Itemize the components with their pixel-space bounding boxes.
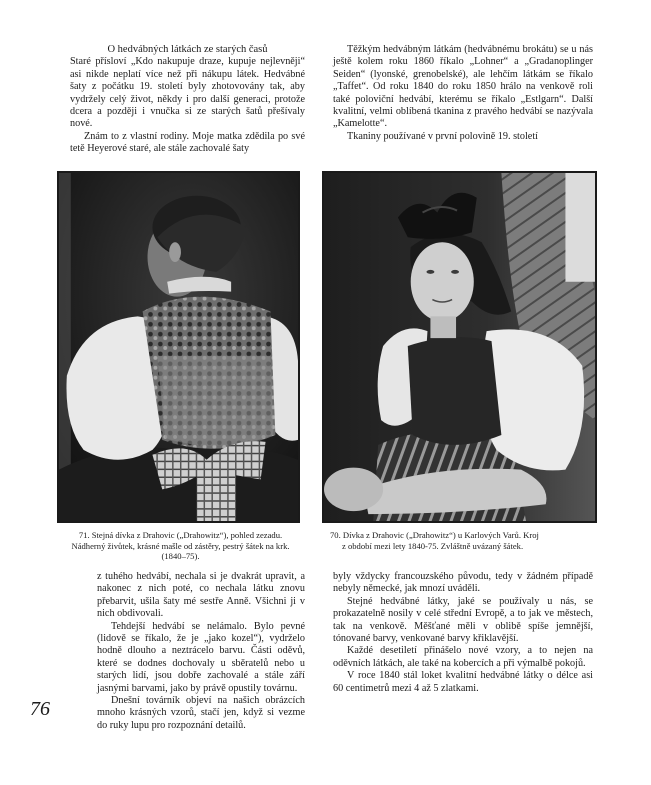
paragraph: Znám to z vlastní rodiny. Moje matka zdědila po své tetě Heyerové staré, ale stále zachovalé šaty (70, 130, 305, 155)
page-number: 76 (30, 698, 50, 720)
text-column-top-right (333, 44, 593, 143)
section-heading: O hedvábných látkách ze starých časů (107, 44, 268, 55)
photo-71-image (59, 173, 298, 521)
photo-71-caption: 71. Stejná dívka z Drahovic („Drahowitz“), pohled zezadu. Nádherný živůtek, krásné mašle od zástěry, pestrý šátek na krk. (1840–75). (71, 530, 290, 562)
paragraph: Dnešní továrník objeví na našich obrázcích mnoho krásných vzorů, stačí jen, když si vezme do ruky lupu pro rozpoznání detailů. (97, 695, 305, 731)
text-column-bottom-left (97, 571, 305, 732)
photo-70-portrait (322, 171, 597, 523)
photo-70-image (324, 173, 595, 521)
text-column-bottom-right (333, 571, 593, 695)
paragraph: Tehdejší hedvábí se nelámalo. Bylo pevné (lidově se říkalo, že je „jako kozel“), vydrželo hodně dlouho a neztrácelo barvu. Části oděvů, které se dodnes dochovaly u sběratelů nebo u starých lidí, jsou dobře zachovalé a stále září jasnými barvami, jako by právě opustily továrnu. (97, 620, 305, 694)
paragraph: Tkaniny používané v první polovině 19. století (347, 130, 538, 142)
photo-71-back-view (57, 171, 300, 523)
paragraph: Každé desetiletí přinášelo nové vzory, a to nejen na oděvních látkách, ale také na kobercích a při výmalbě pokojů. (333, 645, 593, 669)
paragraph: Těžkým hedvábným látkám (hedvábnému brokátu) se u nás ještě kolem roku 1860 říkalo „Lohner“ a „Gradanoplinger Seiden“ (lyonské, grenobelské), ale lehčím látkám se říkalo „Taffet“. Od roku 1840 do roku 1850 hrálo na venkově roli také poloviční hedvábí, kterému se říkalo „Estlgarn“. Další kvalitní, velmi oblíbená tkanina z pravého hedvábí se nazývala „Kamelotte“. (333, 44, 593, 130)
paragraph: Stejné hedvábné látky, jaké se používaly u nás, se prokazatelně nosily v celé střední Evropě, a to jak ve městech, tak na venkově. Měšťané měli v oblibě spíše jemnější, tónované barvy, venkované barvy křiklavější. (333, 595, 593, 645)
caption-line: z období mezi lety 1840-75. Zvláštně uvázaný šátek. (342, 540, 524, 551)
paragraph: V roce 1840 stál loket kvalitní hedvábné látky o délce asi 60 centimetrů mezi 4 až 5 zlatkami. (333, 670, 593, 694)
paragraph: Staré přísloví „Kdo nakupuje draze, kupuje nejlevněji“ asi nikde neplatí více než při nákupu látek. Hedvábné šaty z počátku 19. století byly zhotovovány tak, aby vydržely celý život, někdy i pro další generaci, protože dcera a později i vnučka si ze starých šatů přešívaly nové. (70, 56, 305, 130)
text-column-top-left (70, 44, 305, 156)
caption-line: 70. Dívka z Drahovic („Drahowitz“) u Karlových Varů. Kroj (330, 530, 539, 540)
paragraph: byly vždycky francouzského původu, tedy v žádném případě nebyly německé, jak mnozí uváděli. (333, 571, 593, 595)
photo-70-caption (330, 530, 590, 551)
paragraph: z tuhého hedvábí, nechala si je dvakrát upravit, a nakonec z nich poté, co nechala látku znovu přebarvit, ušila šaty mé sestře Anně. Všichni ji v nich obdivovali. (97, 571, 305, 620)
